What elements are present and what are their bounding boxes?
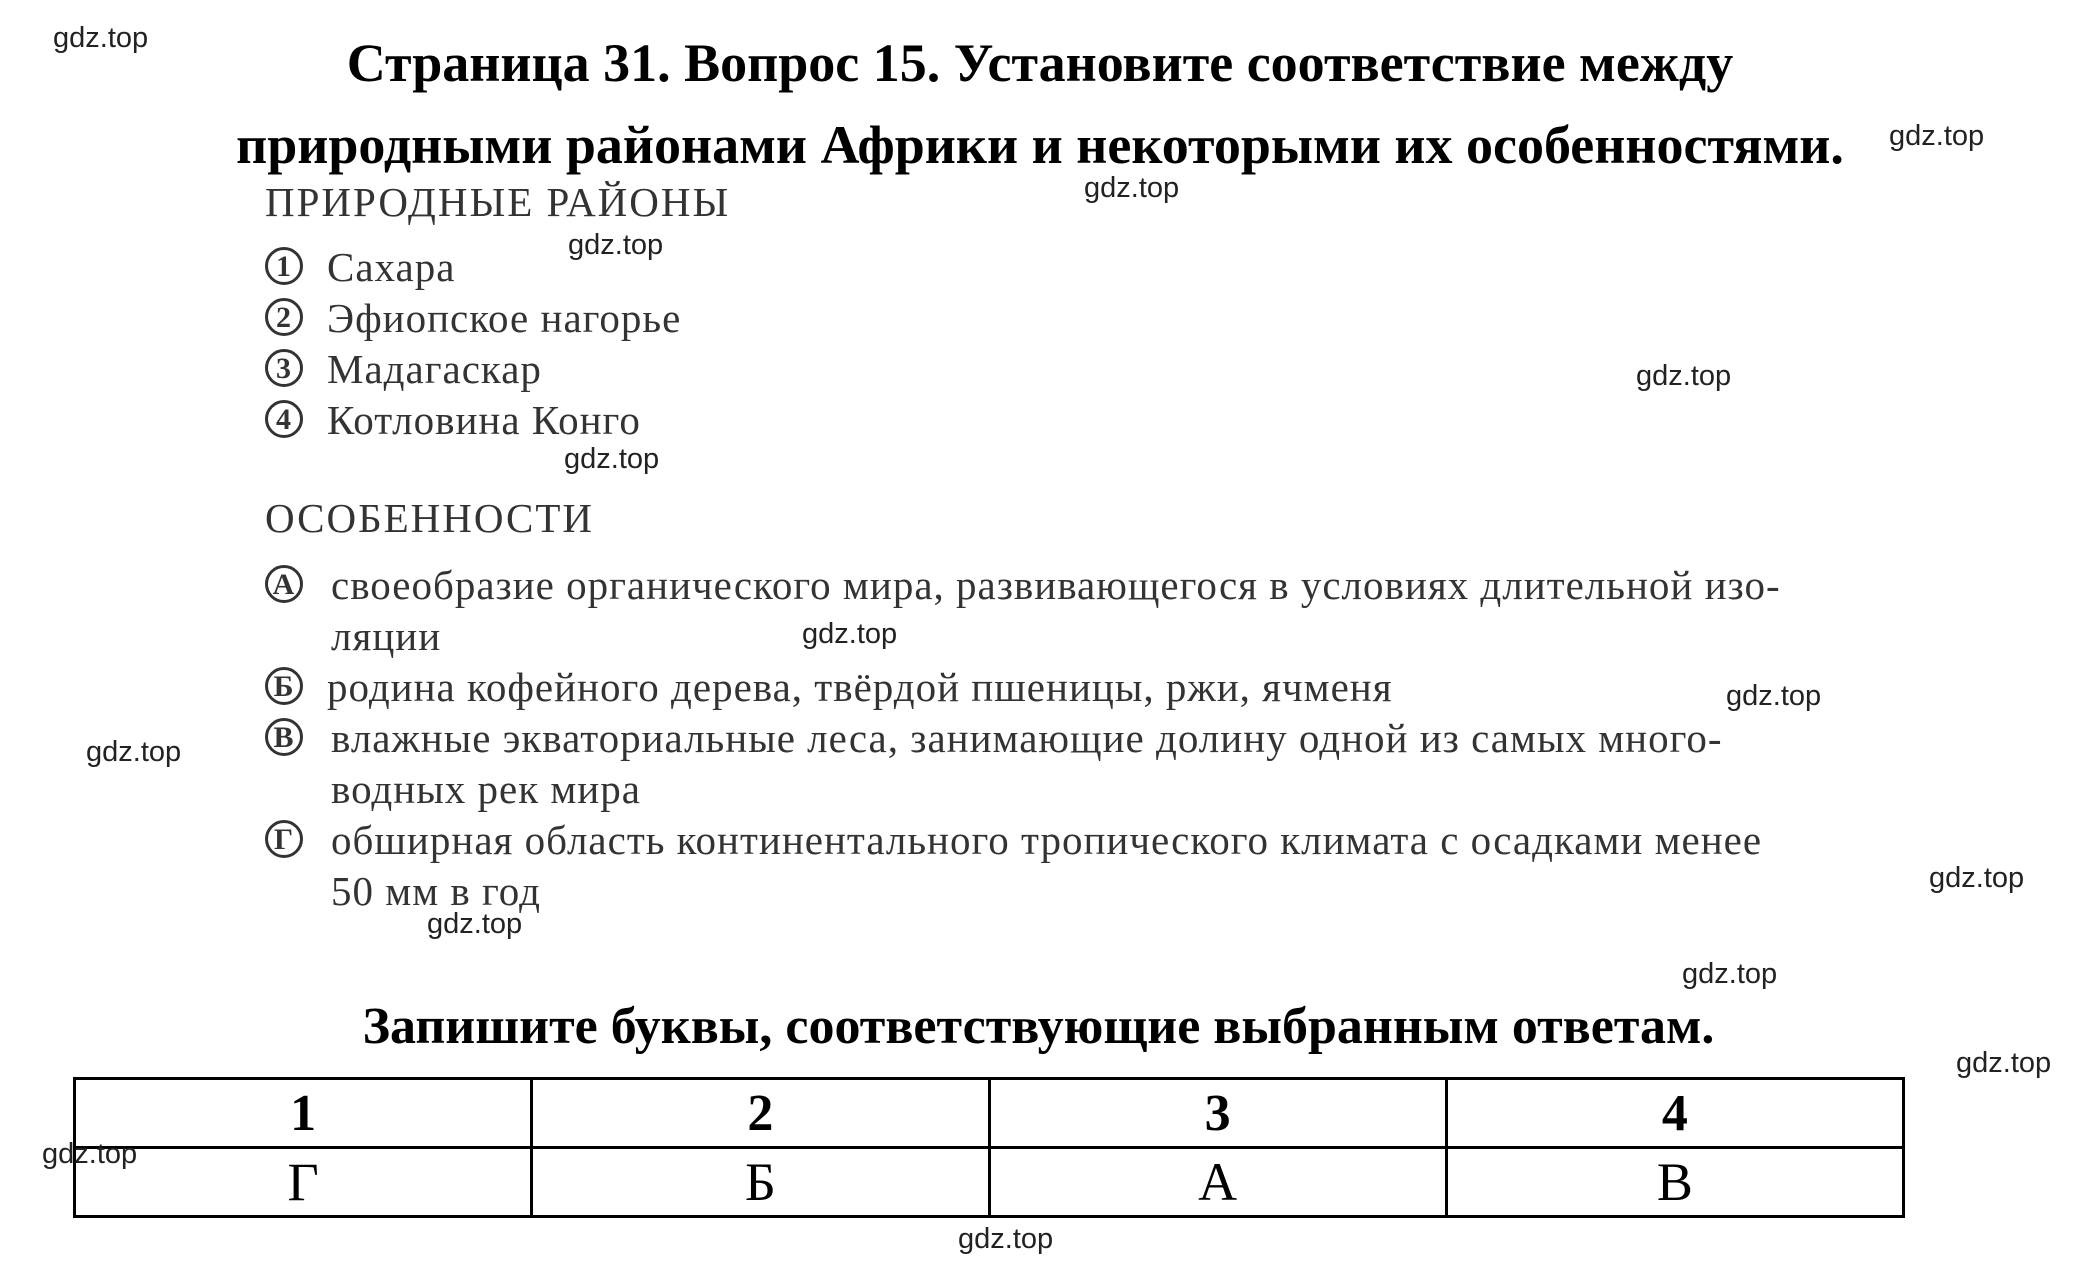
watermark: gdz.top	[802, 618, 898, 650]
watermark: gdz.top	[1929, 862, 2025, 894]
watermark: gdz.top	[42, 1138, 138, 1170]
number-4-badge: 4	[265, 400, 303, 438]
number-2-badge: 2	[265, 298, 303, 336]
letter-b-badge: Б	[265, 667, 303, 705]
region-label: Сахара	[327, 244, 456, 290]
region-item-4	[265, 395, 1065, 446]
letter-g-badge: Г	[265, 820, 303, 858]
answer-table	[73, 1077, 1905, 1218]
watermark: gdz.top	[564, 443, 660, 475]
task-instruction: Запишите буквы, соответствующие выбранным ответам.	[362, 998, 1715, 1055]
answer-table-header-row	[75, 1079, 1904, 1148]
region-item-1	[265, 242, 1065, 293]
feature-text-line-1: влажные экваториальные леса, занимающие долину одной из самых много-	[331, 715, 1723, 761]
feature-item-v	[265, 713, 2045, 815]
watermark: gdz.top	[568, 229, 664, 261]
features-heading: ОСОБЕННОСТИ	[265, 495, 594, 541]
watermark: gdz.top	[1084, 172, 1180, 204]
title-line-1: Страница 31. Вопрос 15. Установите соответствие между	[346, 33, 1734, 93]
answer-header-cell: 2	[532, 1079, 989, 1148]
feature-text-line-1: обширная область континентального тропического климата с осадками менее	[331, 817, 1763, 863]
watermark: gdz.top	[958, 1223, 1054, 1255]
region-label: Эфиопское нагорье	[327, 295, 682, 341]
feature-text-line-2: ляции	[331, 613, 442, 659]
watermark: gdz.top	[1956, 1047, 2052, 1079]
watermark: gdz.top	[1889, 120, 1985, 152]
title-line-2: природными районами Африки и некоторыми их особенностями.	[236, 115, 1844, 175]
answer-value-cell: В	[1446, 1148, 1903, 1217]
feature-text-line-2: 50 мм в год	[331, 868, 541, 914]
feature-item-a	[265, 560, 2045, 662]
answer-header-cell: 3	[989, 1079, 1446, 1148]
region-label: Котловина Конго	[327, 397, 641, 443]
answer-value-cell: Б	[532, 1148, 989, 1217]
region-item-2	[265, 293, 1065, 344]
letter-v-badge: В	[265, 718, 303, 756]
watermark: gdz.top	[427, 908, 523, 940]
feature-text-line-1: своеобразие органического мира, развивающегося в условиях длительной изо-	[331, 562, 1781, 608]
feature-text-line-1: родина кофейного дерева, твёрдой пшеницы, ржи, ячменя	[327, 664, 1393, 710]
watermark: gdz.top	[53, 22, 149, 54]
answer-value-cell: Г	[75, 1148, 532, 1217]
number-1-badge: 1	[265, 247, 303, 285]
answer-value-cell: А	[989, 1148, 1446, 1217]
region-item-3	[265, 344, 1065, 395]
answer-table-value-row	[75, 1148, 1904, 1217]
watermark: gdz.top	[1636, 360, 1732, 392]
regions-heading: ПРИРОДНЫЕ РАЙОНЫ	[265, 179, 731, 225]
letter-a-badge: А	[265, 565, 303, 603]
answer-header-cell: 1	[75, 1079, 532, 1148]
page-title	[60, 22, 2020, 186]
watermark: gdz.top	[86, 736, 182, 768]
watermark: gdz.top	[1726, 680, 1822, 712]
answer-header-cell: 4	[1446, 1079, 1903, 1148]
watermark: gdz.top	[1682, 958, 1778, 990]
region-label: Мадагаскар	[327, 346, 542, 392]
number-3-badge: 3	[265, 349, 303, 387]
feature-item-g	[265, 815, 2045, 917]
feature-text-line-2: водных рек мира	[331, 766, 641, 812]
